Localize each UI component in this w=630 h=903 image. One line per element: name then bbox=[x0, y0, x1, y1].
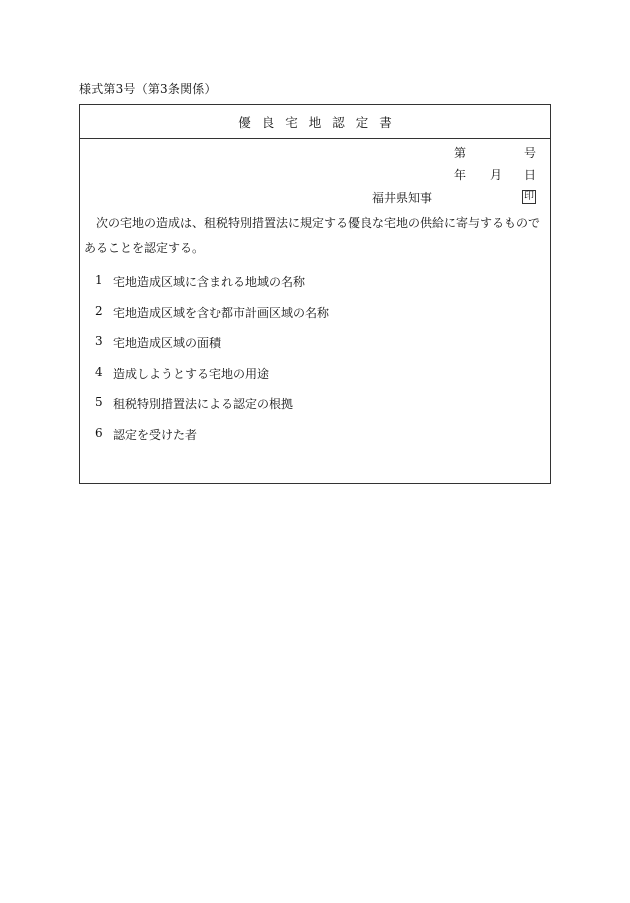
item-number: 2 bbox=[95, 303, 103, 318]
certificate-title: 優良宅地認定書 bbox=[238, 114, 403, 130]
list-item bbox=[95, 334, 329, 365]
title-row bbox=[80, 105, 550, 139]
item-label: 認定を受けた者 bbox=[113, 427, 198, 442]
date-month: 月 bbox=[490, 168, 503, 182]
seal-mark: 印 bbox=[524, 191, 534, 202]
item-number: 1 bbox=[95, 273, 103, 287]
date-day: 日 bbox=[524, 168, 537, 182]
item-label: 宅地造成区域を含む都市計画区域の名称 bbox=[113, 305, 330, 320]
item-number: 3 bbox=[95, 334, 103, 349]
item-label: 租税特別措置法による認定の根拠 bbox=[113, 397, 294, 412]
list-item bbox=[95, 304, 329, 335]
date-year: 年 bbox=[454, 168, 467, 182]
item-list bbox=[95, 273, 329, 457]
form-number-label: 様式第3号（第3条関係） bbox=[79, 82, 217, 96]
item-number: 5 bbox=[95, 395, 103, 410]
issuer-name: 福井県知事 bbox=[372, 191, 433, 205]
number-prefix: 第 bbox=[454, 146, 467, 160]
number-suffix: 号 bbox=[524, 146, 537, 160]
list-item bbox=[95, 273, 329, 304]
certificate-form bbox=[79, 104, 551, 484]
item-number: 6 bbox=[95, 425, 103, 440]
list-item bbox=[95, 365, 329, 396]
certification-statement: 次の宅地の造成は、租税特別措置法に規定する優良な宅地の供給に寄与するものであることを認定する。 bbox=[84, 216, 541, 255]
item-number: 4 bbox=[95, 364, 103, 379]
item-label: 宅地造成区域の面積 bbox=[113, 336, 222, 351]
list-item bbox=[95, 426, 329, 457]
list-item bbox=[95, 395, 329, 426]
item-label: 造成しようとする宅地の用途 bbox=[113, 366, 270, 381]
item-label: 宅地造成区域に含まれる地域の名称 bbox=[113, 275, 306, 289]
